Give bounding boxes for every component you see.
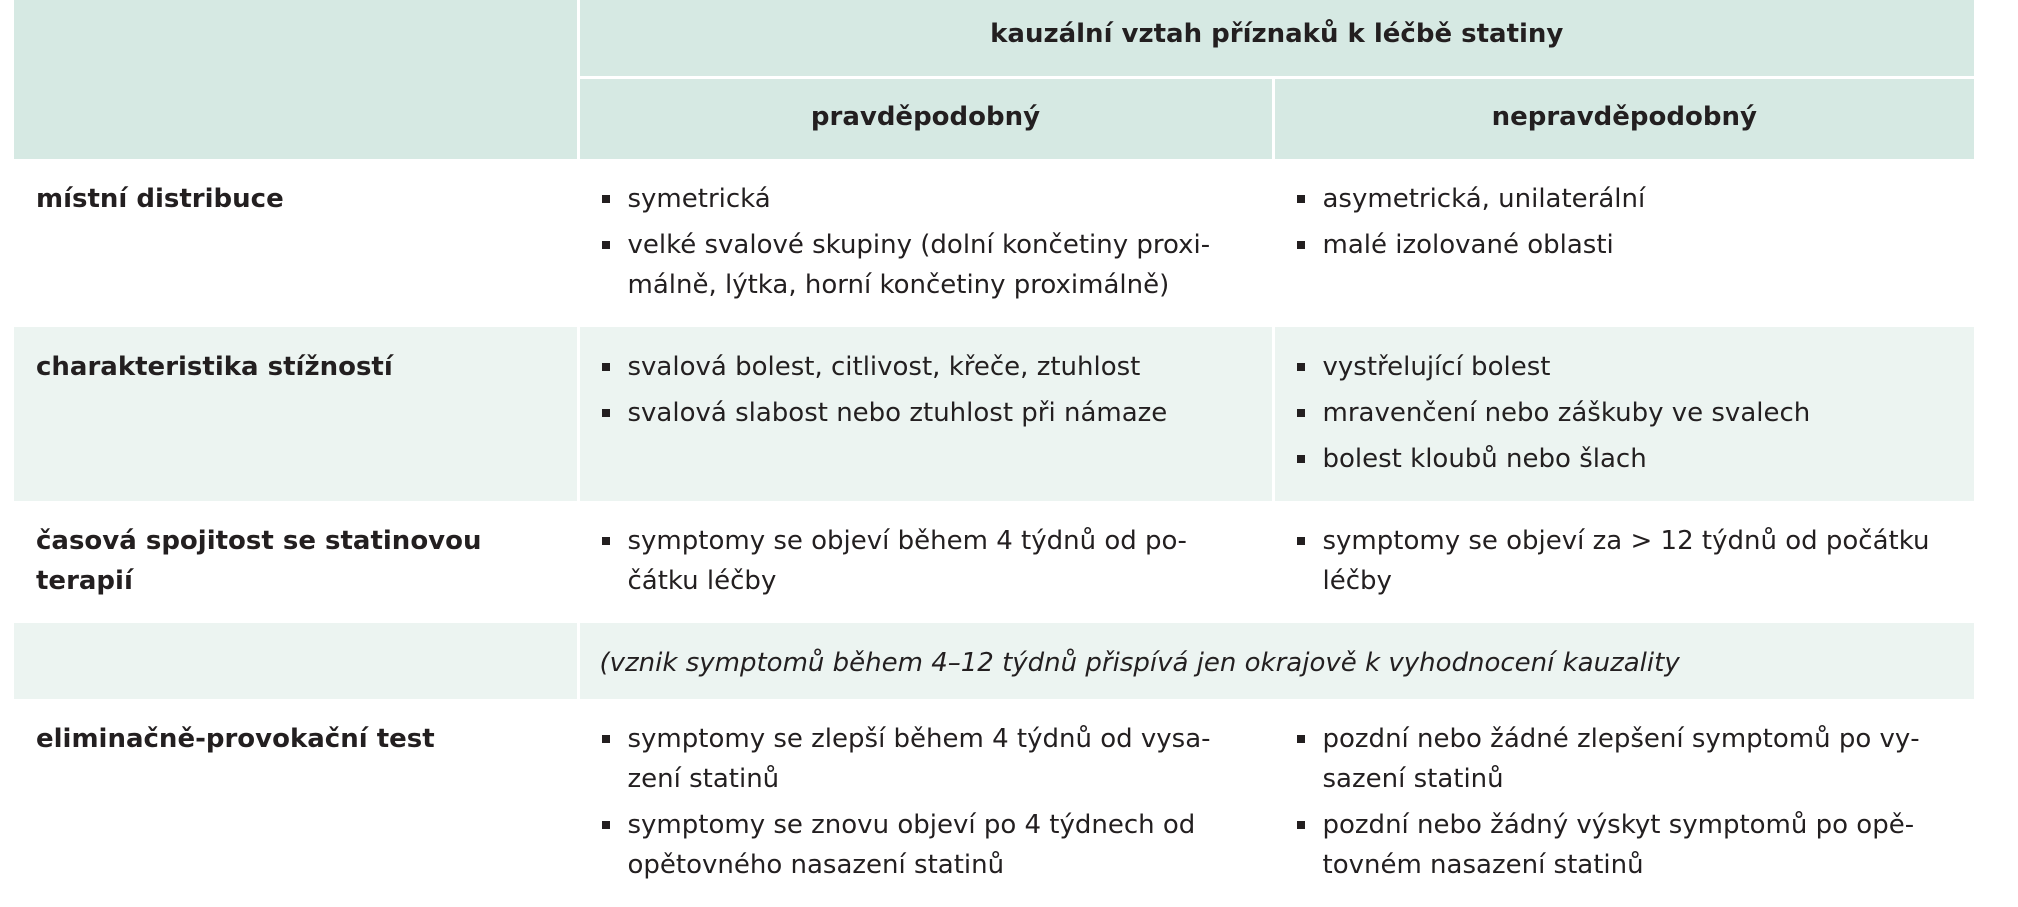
list-item: svalová slabost nebo ztuhlost při námaze <box>600 393 1248 433</box>
header-group-title: kauzální vztah příznaků k léčbě statiny <box>578 0 1974 78</box>
likely-cell <box>578 327 1273 501</box>
header-col-likely: pravděpodobný <box>578 78 1273 160</box>
table-row-temporal <box>14 501 1974 623</box>
row-label: místní distribuce <box>14 159 578 327</box>
list-item: malé izolované oblasti <box>1295 225 1951 265</box>
likely-cell <box>578 501 1273 623</box>
likely-cell <box>578 699 1273 907</box>
table-row-complaints <box>14 327 1974 501</box>
list-item: symptomy se zlepší během 4 týdnů od vysazení statinů <box>600 719 1248 799</box>
list-item: asymetrická, unilaterální <box>1295 179 1951 219</box>
unlikely-cell <box>1273 159 1974 327</box>
list-item: symptomy se znovu objeví po 4 týdnech od opětovného nasazení statinů <box>600 805 1248 885</box>
unlikely-cell <box>1273 699 1974 907</box>
likely-cell <box>578 159 1273 327</box>
header-empty-cell <box>14 0 578 78</box>
list-item: symptomy se objeví během 4 týdnů od počátku léčby <box>600 521 1248 601</box>
row-label: eliminačně-provokační test <box>14 699 578 907</box>
unlikely-cell <box>1273 327 1974 501</box>
row-label: charakteristika stížností <box>14 327 578 501</box>
header-col-unlikely: nepravděpodobný <box>1273 78 1974 160</box>
header-row-columns <box>14 78 1974 160</box>
list-item: mravenčení nebo záškuby ve svalech <box>1295 393 1951 433</box>
list-item: pozdní nebo žádný výskyt symptomů po opětovném nasazení statinů <box>1295 805 1951 885</box>
list-item: vystřelující bolest <box>1295 347 1951 387</box>
unlikely-cell <box>1273 501 1974 623</box>
list-item: bolest kloubů nebo šlach <box>1295 439 1951 479</box>
list-item: svalová bolest, citlivost, křeče, ztuhlost <box>600 347 1248 387</box>
note-text: (vznik symptomů během 4–12 týdnů přispívá jen okrajově k vyhodnocení kauzality <box>578 623 1974 699</box>
row-label: časová spojitost se statinovou terapií <box>14 501 578 623</box>
list-item: pozdní nebo žádné zlepšení symptomů po vysazení statinů <box>1295 719 1951 799</box>
header-empty-cell <box>14 78 578 160</box>
note-empty-cell <box>14 623 578 699</box>
list-item: symetrická <box>600 179 1248 219</box>
statin-causality-table <box>14 0 1974 907</box>
list-item: symptomy se objeví za > 12 týdnů od počátku léčby <box>1295 521 1951 601</box>
table-row-dechallenge-test <box>14 699 1974 907</box>
table-row-local-distribution <box>14 159 1974 327</box>
header-row-group <box>14 0 1974 78</box>
list-item: velké svalové skupiny (dolní končetiny proximálně, lýtka, horní končetiny proximálně) <box>600 225 1248 305</box>
table-row-note <box>14 623 1974 699</box>
